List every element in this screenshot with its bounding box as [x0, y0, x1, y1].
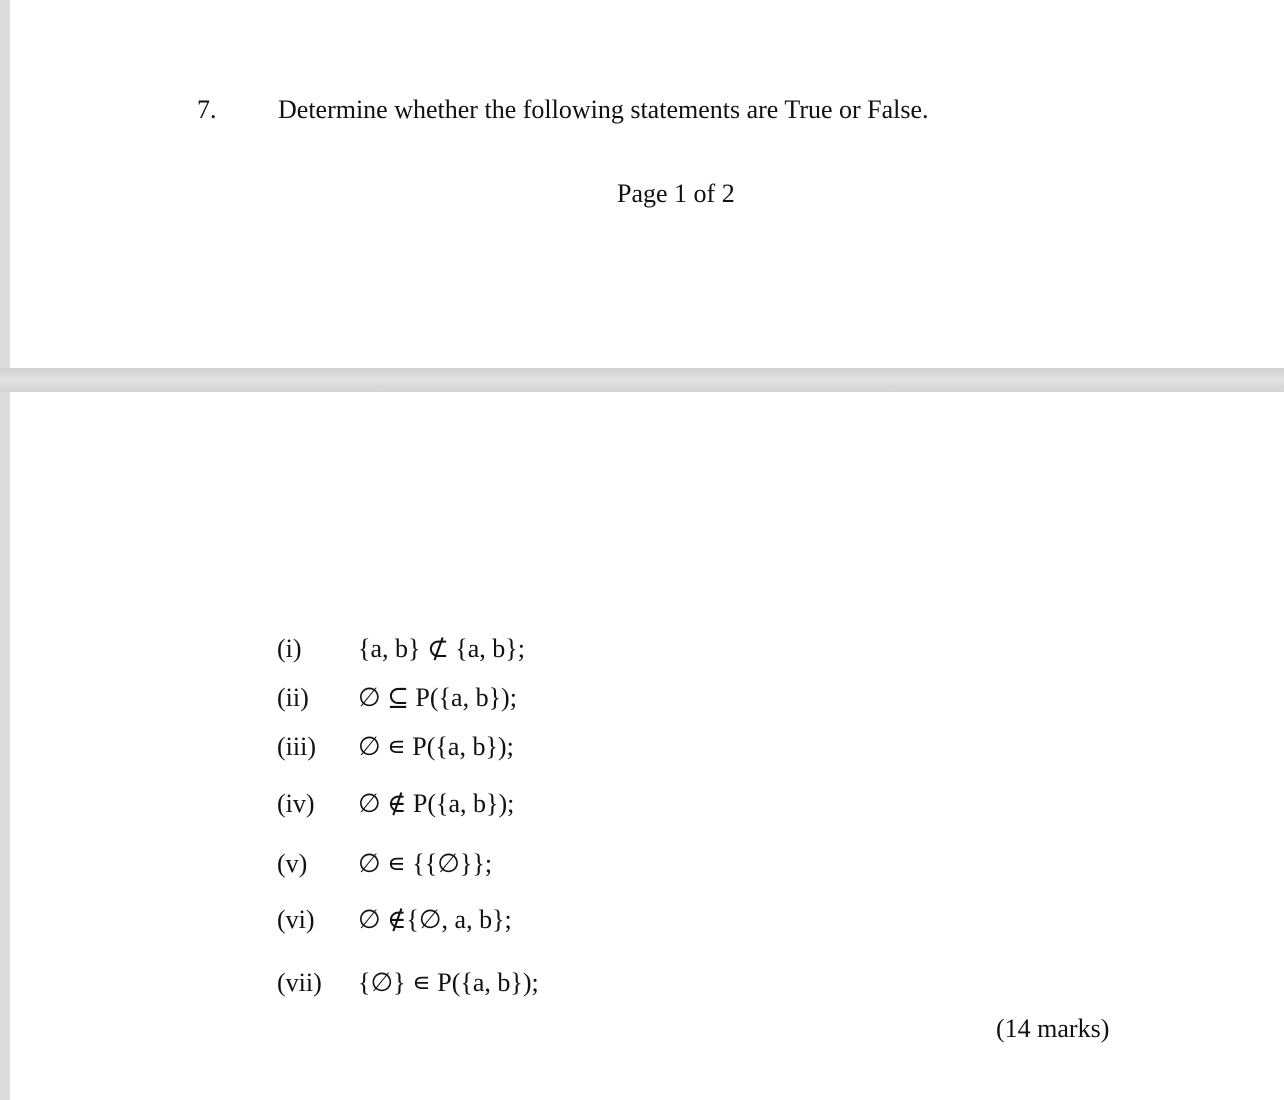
- statement-text: ∅ ∊ {{∅}};: [358, 849, 493, 878]
- statement-text: ∅ ∉{∅, a, b};: [358, 905, 512, 934]
- statement-text: {a, b} ⊄ {a, b};: [358, 634, 526, 663]
- statement-text: ∅ ⊆ P({a, b});: [358, 683, 517, 712]
- statement-label: (vii): [277, 968, 322, 997]
- page-number-footer: Page 1 of 2: [617, 179, 735, 208]
- document-page-2: [10, 392, 1284, 1100]
- marks-allocation: (14 marks): [996, 1014, 1110, 1043]
- statement-label: (vi): [277, 905, 315, 934]
- statement-label: (ii): [277, 683, 309, 712]
- statement-label: (v): [277, 849, 308, 878]
- statement-label: (i): [277, 634, 302, 663]
- question-prompt: Determine whether the following statements are True or False.: [278, 95, 929, 124]
- viewer-left-edge: [0, 0, 10, 1100]
- page-separator: [0, 368, 1284, 392]
- statement-label: (iii): [277, 732, 316, 761]
- statement-label: (iv): [277, 789, 315, 818]
- statement-text: {∅} ∊ P({a, b});: [358, 968, 539, 997]
- question-number: 7.: [197, 95, 217, 124]
- statement-text: ∅ ∉ P({a, b});: [358, 789, 515, 818]
- statement-text: ∅ ∊ P({a, b});: [358, 732, 514, 761]
